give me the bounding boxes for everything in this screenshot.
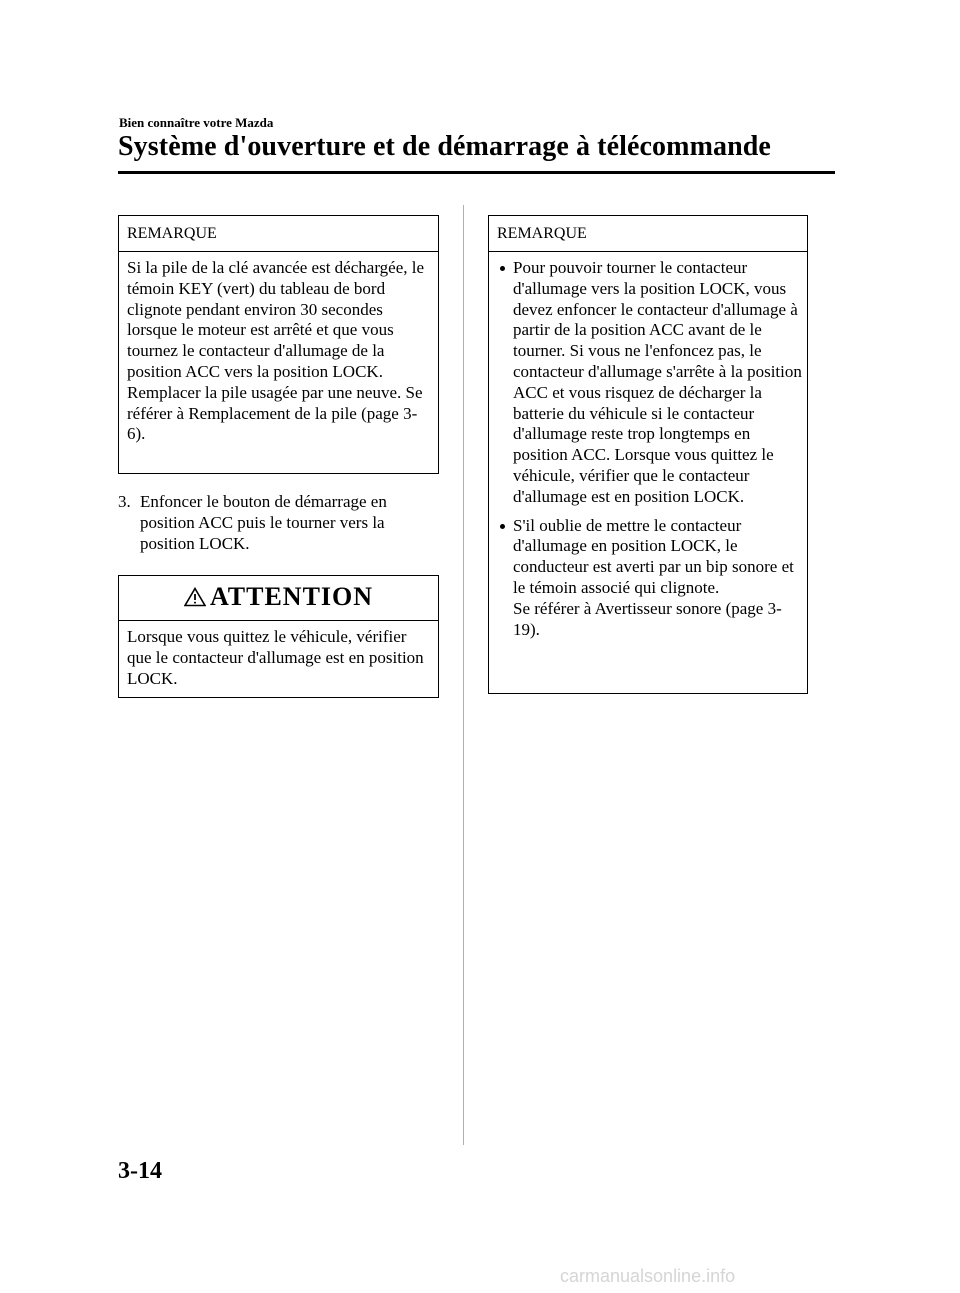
bullet-text-reference: Se référer à Avertisseur sonore (page 3-19).: [513, 598, 782, 639]
bullet-text: S'il oublie de mettre le contacteur d'allumage en position LOCK, le conducteur est averti par un bip sonore et le témoin associé qui clignote.: [513, 515, 794, 597]
bullet-dot-icon: [500, 266, 505, 271]
page-number: 3-14: [118, 1158, 162, 1184]
note-body: [489, 252, 807, 648]
title-rule: [118, 171, 835, 174]
note-text: Si la pile de la clé avancée est déchargée, le témoin KEY (vert) du tableau de bord clignote pendant environ 30 secondes lorsque le moteur est arrêté et que vous tournez le contacteur d'allumage de la position ACC vers la position LOCK.: [127, 258, 425, 381]
warning-triangle-icon: [184, 587, 206, 607]
attention-body: Lorsque vous quittez le véhicule, vérifier que le contacteur d'allumage est en position LOCK.: [127, 627, 424, 688]
step-text: Enfoncer le bouton de démarrage en position ACC puis le tourner vers la position LOCK.: [140, 492, 387, 553]
note-box-right: [488, 215, 808, 694]
note-box-left: [118, 215, 439, 474]
note-body: [119, 252, 438, 453]
step-number: 3.: [118, 492, 131, 511]
note-bullet-list: [497, 258, 803, 640]
chapter-label: Bien connaître votre Mazda: [119, 115, 274, 130]
attention-header: [119, 576, 438, 621]
note-heading: REMARQUE: [119, 216, 438, 252]
list-item: [497, 516, 803, 641]
page-title: Système d'ouverture et de démarrage à télécommande: [118, 131, 771, 162]
bullet-dot-icon: [500, 524, 505, 529]
watermark: carmanualsonline.info: [560, 1266, 736, 1286]
list-item: [497, 258, 803, 508]
bullet-text: Pour pouvoir tourner le contacteur d'allumage vers la position LOCK, vous devez enfoncer le contacteur d'allumage à partir de la position ACC avant de le tourner. Si vous ne l'enfoncez pas, le contacteur d'allumage s'arrête à la position ACC et vous risquez de décharger la batterie du véhicule si le contacteur d'allumage reste trop longtemps en position ACC. Lorsque vous quittez le véhicule, vérifier que le contacteur d'allumage est en position LOCK.: [513, 258, 802, 506]
note-heading: REMARQUE: [489, 216, 807, 252]
attention-heading: ATTENTION: [209, 582, 374, 611]
note-text-reference: Remplacer la pile usagée par une neuve. Se référer à Remplacement de la pile (page 3-6).: [127, 382, 423, 444]
column-divider: [463, 205, 464, 1145]
procedure-step: [118, 491, 438, 554]
attention-box: [118, 575, 439, 698]
